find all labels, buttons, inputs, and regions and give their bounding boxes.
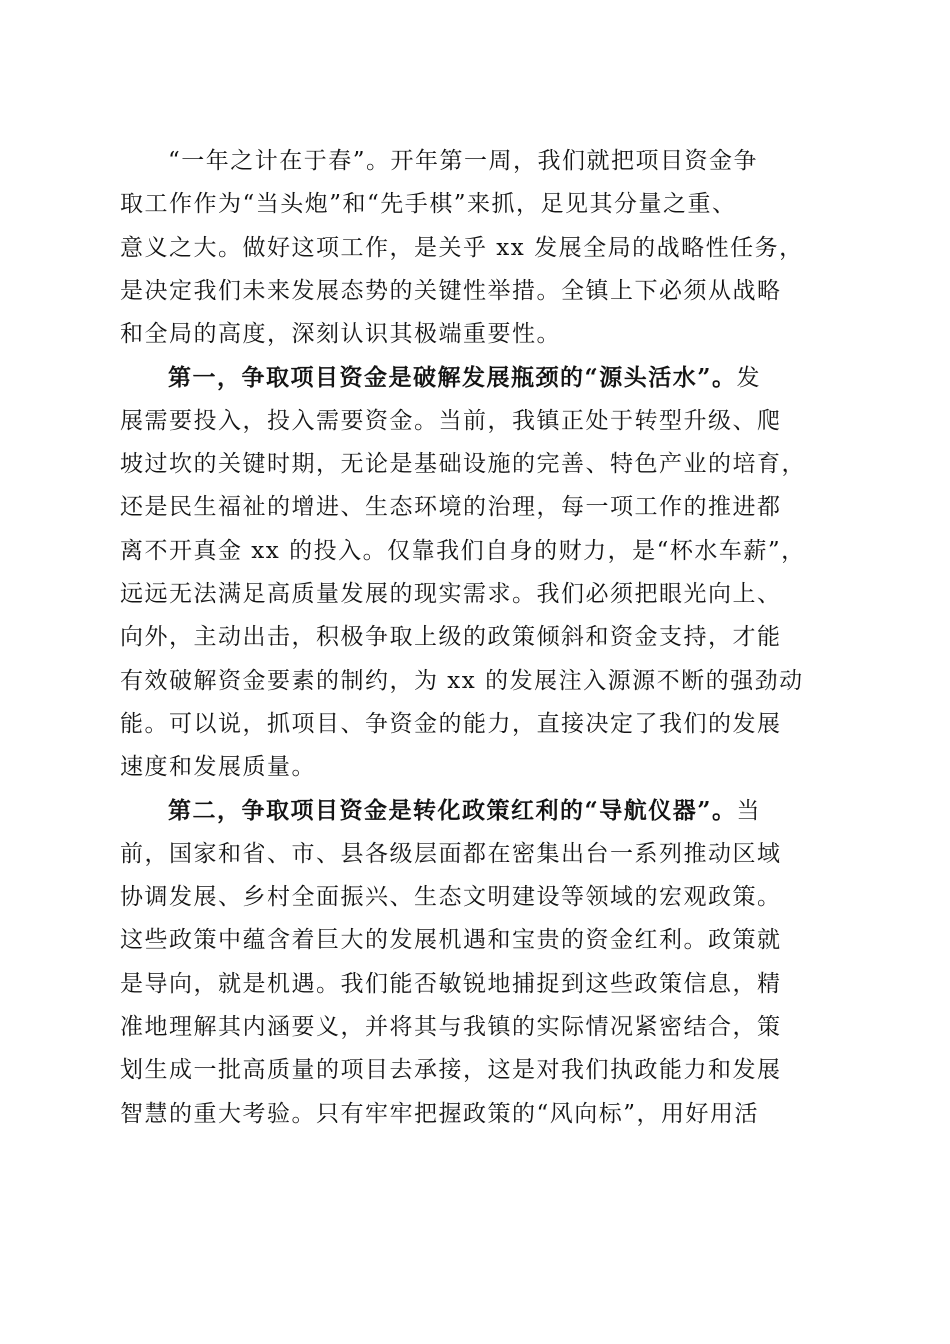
text-line: “一年之计在于春”。开年第一周，我们就把项目资金争 [168, 148, 759, 174]
document-page [120, 140, 832, 1136]
text-line: 还是民生福祉的增进、生态环境的治理，每一项工作的推进都 [120, 494, 782, 521]
text-line: 展需要投入，投入需要资金。当前，我镇正处于转型升级、爬 [120, 407, 782, 434]
text-line: 能。可以说，抓项目、争资金的能力，直接决定了我们的发展 [120, 710, 782, 737]
text-line [120, 356, 832, 399]
text-line: 和全局的高度，深刻认识其极端重要性。 [120, 321, 561, 348]
text-line: 协调发展、乡村全面振兴、生态文明建设等领域的宏观政策。 [120, 884, 782, 911]
text-line: 远远无法满足高质量发展的现实需求。我们必须把眼光向上、 [120, 580, 782, 607]
text-line: 划生成一批高质量的项目去承接，这是对我们执政能力和发展 [120, 1057, 782, 1084]
text-line: 离不开真金 xx 的投入。仅靠我们自身的财力，是“杯水车薪”， [120, 537, 806, 564]
text-line: 向外，主动出击，积极争取上级的政策倾斜和资金支持，才能 [120, 624, 782, 651]
text-line: 速度和发展质量。 [120, 754, 316, 781]
paragraph-intro [120, 140, 832, 356]
section-heading: 第二，争取项目资金是转化政策红利的“导航仪器”。 [168, 797, 737, 825]
text-line: 这些政策中蕴含着巨大的发展机遇和宝贵的资金红利。政策就 [120, 927, 782, 954]
text-line: 前，国家和省、市、县各级层面都在密集出台一系列推动区域 [120, 840, 782, 867]
text-line: 意义之大。做好这项工作，是关乎 xx 发展全局的战略性任务， [120, 234, 804, 261]
text-fragment: 发 [736, 365, 761, 392]
section-heading: 第一，争取项目资金是破解发展瓶颈的“源头活水”。 [168, 364, 737, 392]
text-line: 是导向，就是机遇。我们能否敏锐地捕捉到这些政策信息，精 [120, 970, 782, 997]
text-line [120, 789, 832, 832]
text-fragment: 当 [736, 798, 761, 825]
text-line: 智慧的重大考验。只有牢牢把握政策的“风向标”，用好用活 [120, 1100, 760, 1127]
text-line: 准地理解其内涵要义，并将其与我镇的实际情况紧密结合，策 [120, 1013, 782, 1040]
text-line: 有效破解资金要素的制约，为 xx 的发展注入源源不断的强劲动 [120, 667, 804, 694]
text-line: 坡过坎的关键时期，无论是基础设施的完善、特色产业的培育， [120, 451, 806, 478]
text-line: 是决定我们未来发展态势的关键性举措。全镇上下必须从战略 [120, 277, 782, 304]
paragraph-first-point [120, 356, 832, 789]
text-line: 取工作作为“当头炮”和“先手棋”来抓，足见其分量之重、 [120, 191, 737, 218]
paragraph-second-point [120, 789, 832, 1135]
